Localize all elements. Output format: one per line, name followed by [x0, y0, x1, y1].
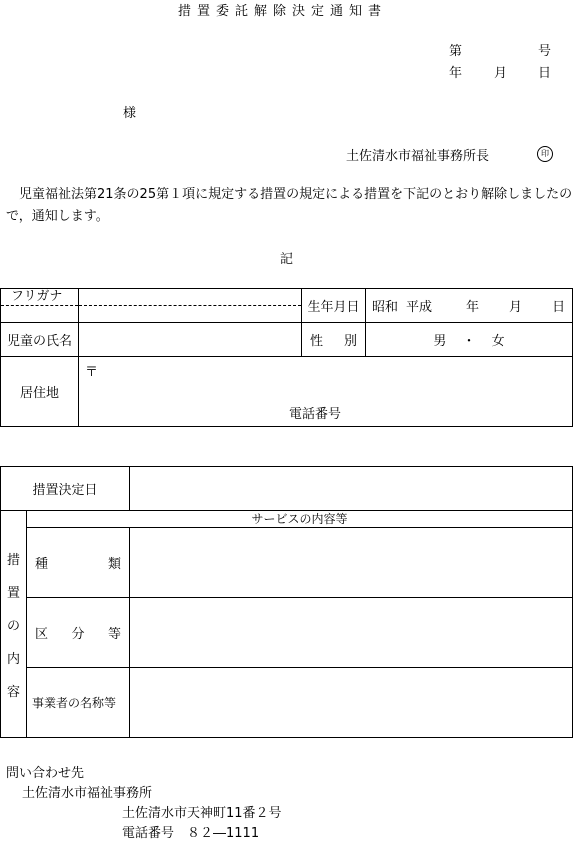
name-input-cell[interactable]	[79, 289, 302, 323]
birthdate-value-cell[interactable]	[366, 289, 573, 323]
service-header: サービスの内容等	[27, 511, 573, 528]
era-heisei: 平成	[406, 300, 433, 315]
address-input-cell[interactable]	[79, 357, 573, 427]
date-month-label: 月	[494, 66, 508, 81]
category-label-2: 分	[71, 627, 85, 642]
birth-month-label: 月	[509, 300, 523, 315]
type-label-1: 種	[35, 557, 49, 572]
document-title: 措置委託解除決定通知書	[178, 4, 388, 19]
sex-label-cell	[302, 323, 366, 357]
type-input[interactable]	[130, 528, 573, 598]
contact-office: 土佐清水市福祉事務所	[22, 786, 153, 801]
contact-heading: 問い合わせ先	[6, 766, 85, 781]
decision-date-input[interactable]	[130, 467, 573, 511]
child-name-input[interactable]	[79, 323, 302, 357]
date-day-label: 日	[538, 66, 552, 81]
sex-options-cell[interactable]	[366, 323, 573, 357]
contact-phone: 電話番号 ８２―1111	[122, 826, 260, 841]
birthdate-label: 生年月日	[302, 289, 366, 323]
provider-label: 事業者の名称等	[27, 668, 130, 738]
birth-year-label: 年	[466, 300, 480, 315]
category-label-3: 等	[108, 627, 122, 642]
contact-address: 土佐清水市天神町11番２号	[122, 806, 282, 821]
category-label-1: 区	[35, 627, 49, 642]
postal-mark: 〒	[85, 365, 99, 380]
provider-input[interactable]	[130, 668, 573, 738]
sex-label-2: 別	[343, 334, 357, 349]
furigana-input[interactable]	[79, 289, 301, 306]
era-showa: 昭和	[372, 300, 399, 315]
furigana-label: フリガナ	[1, 289, 78, 306]
child-name-label: 児童の氏名	[1, 323, 79, 357]
address-label: 居住地	[1, 357, 79, 427]
sex-label-1: 性	[310, 334, 324, 349]
sex-option-female[interactable]: 女	[491, 334, 505, 349]
category-input[interactable]	[130, 598, 573, 668]
body-text: 児童福祉法第21条の25第１項に規定する措置の規定による措置を下記のとおり解除しましたので，通知します。	[6, 187, 573, 224]
type-label-2: 類	[108, 557, 122, 572]
content-label-cell	[1, 511, 27, 738]
type-label-cell	[27, 528, 130, 598]
number-label-left: 第	[449, 44, 463, 59]
name-label-cell	[1, 289, 79, 323]
decision-date-label: 措置決定日	[1, 467, 130, 511]
birth-day-label: 日	[552, 300, 566, 315]
ki-label: 記	[280, 252, 294, 267]
category-label-cell	[27, 598, 130, 668]
seal-mark: 印	[537, 145, 553, 162]
phone-label: 電話番号	[289, 407, 342, 422]
sex-option-male[interactable]: 男	[433, 334, 447, 349]
content-label-vertical: 措 置 の 内 容	[6, 552, 20, 700]
measure-table	[0, 466, 573, 738]
issuer-name: 土佐清水市福祉事務所長	[346, 149, 490, 164]
sex-separator: ・	[462, 334, 476, 349]
number-label-right: 号	[538, 44, 552, 59]
date-year-label: 年	[449, 66, 463, 81]
child-info-table	[0, 288, 573, 427]
addressee-suffix: 様	[123, 106, 137, 121]
